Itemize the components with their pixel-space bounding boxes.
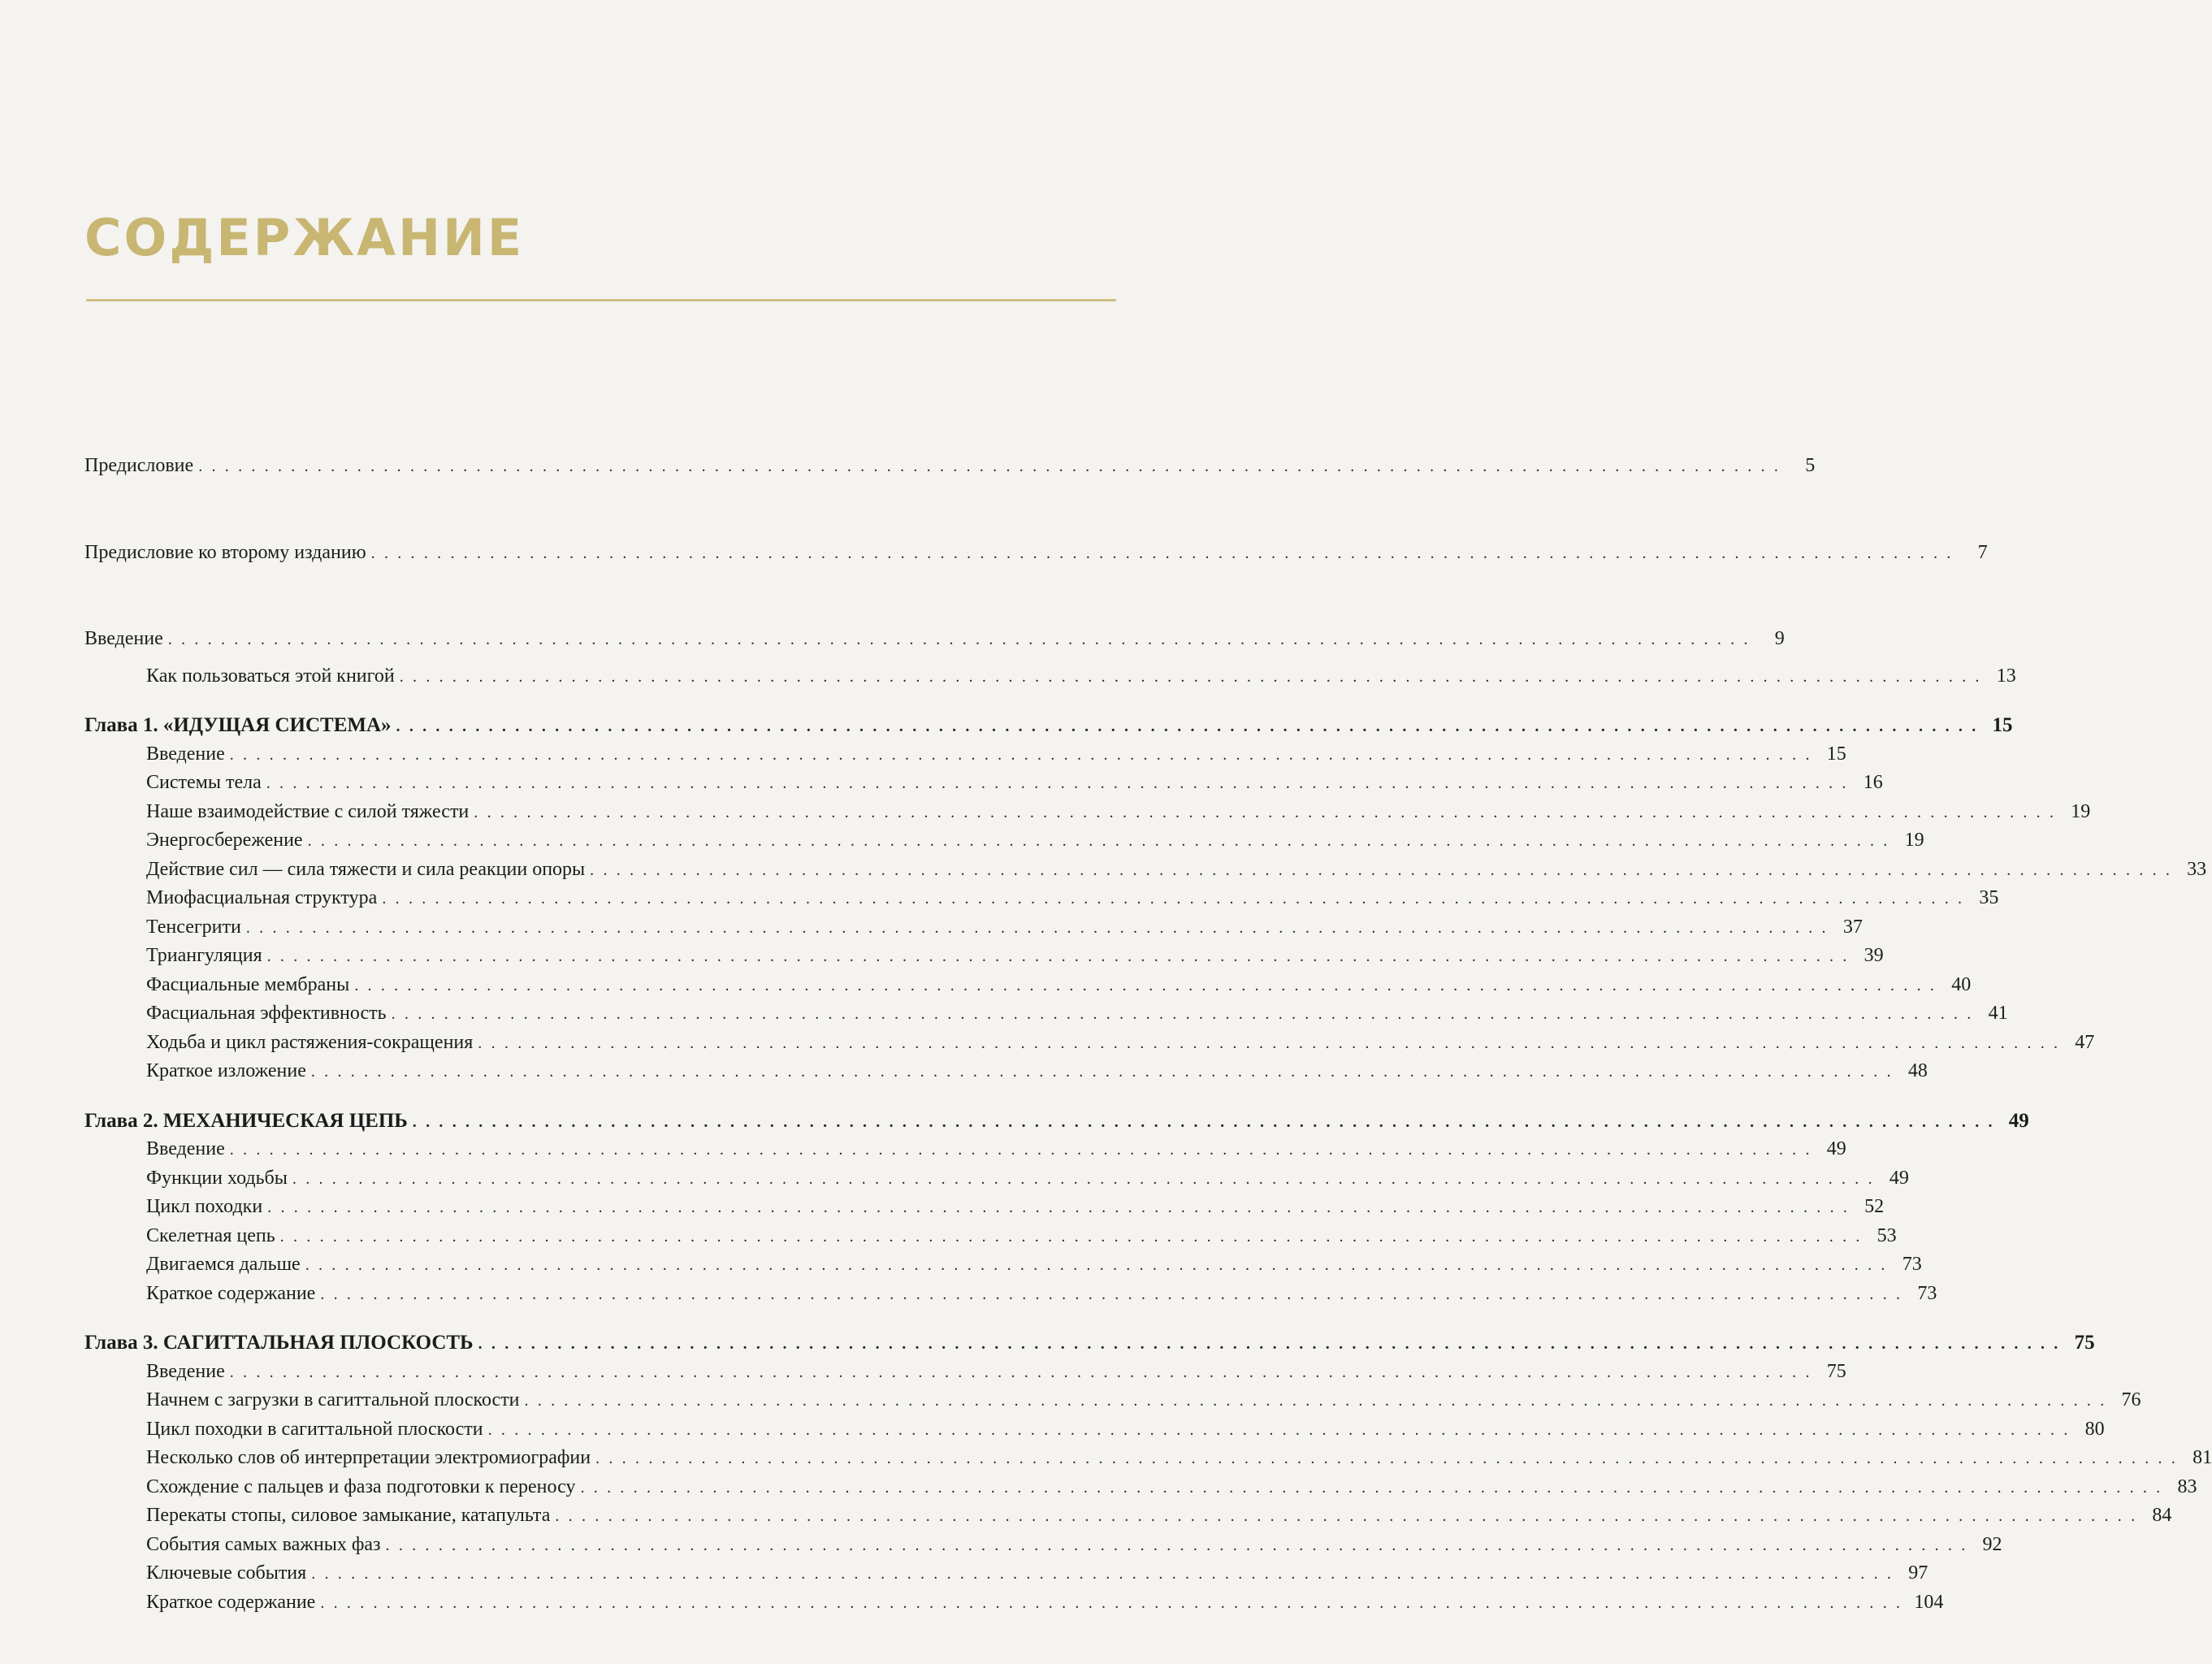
dot-leader: ........................................................................................................................	[487, 1420, 2077, 1439]
toc-entry[interactable]	[84, 1138, 1846, 1168]
toc-entry-label: Цикл походки	[146, 1196, 263, 1217]
toc-entry-label: Цикл походки в сагиттальной плоскости	[146, 1418, 483, 1440]
toc-entry-page: 81	[2193, 1447, 2212, 1468]
toc-entry-page: 15	[1826, 743, 1846, 765]
toc-entry-preface-second-edition[interactable]	[84, 541, 1988, 571]
toc-entry-page: 73	[1917, 1282, 1937, 1304]
toc-entry-label: Введение	[146, 743, 225, 765]
dot-leader: ........................................................................................................................	[292, 1169, 1881, 1188]
dot-leader: ........................................................................................................................	[391, 1005, 1980, 1023]
dot-leader: ........................................................................................................................	[320, 1593, 1910, 1612]
dot-leader: ........................................................................................................................	[167, 630, 1757, 648]
toc-entry[interactable]	[84, 1196, 1885, 1225]
toc-entry[interactable]	[84, 945, 1884, 974]
toc-entry-label: Системы тела	[146, 772, 262, 793]
toc-entry[interactable]	[84, 772, 1883, 801]
toc-entry-label: Краткое изложение	[146, 1060, 306, 1081]
toc-entry-page: 49	[1889, 1167, 1909, 1189]
page-title: СОДЕРЖАНИЕ	[84, 208, 525, 267]
toc-entry-page: 49	[2008, 1109, 2029, 1132]
dot-leader: ........................................................................................................................	[279, 1227, 1869, 1246]
dot-leader: ........................................................................................................................	[590, 860, 2180, 879]
toc-chapter-2[interactable]	[84, 1109, 2029, 1139]
dot-leader: ........................................................................................................................	[310, 1063, 1900, 1081]
toc-entry-label: Предисловие ко второму изданию	[84, 541, 366, 563]
toc-entry-label: Начнем с загрузки в сагиттальной плоскости	[146, 1389, 520, 1410]
toc-entry-introduction[interactable]	[84, 628, 1785, 657]
dot-leader: ........................................................................................................................	[229, 745, 1819, 764]
toc-entry[interactable]	[84, 887, 1999, 916]
dot-leader: ........................................................................................................................	[478, 1034, 2067, 1052]
dot-leader: ........................................................................................................................	[305, 1256, 1894, 1274]
toc-entry[interactable]	[84, 1591, 1944, 1621]
toc-entry-label: Миофасциальная структура	[146, 887, 378, 908]
dot-leader: ........................................................................................................................	[320, 1285, 1910, 1303]
toc-entry-label: Наше взаимодействие с силой тяжести	[146, 800, 470, 822]
toc-entry-page: 16	[1863, 772, 1883, 793]
dot-leader: ........................................................................................................................	[267, 1198, 1857, 1216]
toc-entry-page: 39	[1864, 945, 1884, 966]
toc-entry-label: Действие сил — сила тяжести и сила реакции опоры	[146, 858, 586, 880]
toc-entry[interactable]	[84, 1060, 1928, 1090]
toc-entry-page: 75	[2074, 1332, 2095, 1354]
dot-leader: ........................................................................................................................	[266, 774, 1855, 792]
toc-entry-page: 52	[1864, 1196, 1885, 1217]
toc-entry-label: Триангуляция	[146, 945, 262, 966]
toc-entry[interactable]	[84, 916, 1863, 946]
dot-leader: ........................................................................................................................	[595, 1450, 2185, 1467]
dot-leader: ........................................................................................................................	[229, 1141, 1819, 1159]
dot-leader: ........................................................................................................................	[524, 1392, 2114, 1410]
toc-entry[interactable]	[84, 800, 2091, 830]
toc-entry-label: Фасциальная эффективность	[146, 1003, 387, 1024]
toc-entry-page: 48	[1907, 1060, 1928, 1081]
dot-leader: ........................................................................................................................	[370, 544, 1960, 562]
toc-entry[interactable]	[84, 1003, 2008, 1032]
toc-entry-page: 97	[1908, 1562, 1928, 1584]
dot-leader: ........................................................................................................................	[245, 918, 1835, 937]
toc-entry-page: 84	[2152, 1505, 2172, 1526]
dot-leader: ........................................................................................................................	[354, 976, 1944, 994]
dot-leader: ........................................................................................................................	[382, 890, 1972, 908]
toc-chapter-1[interactable]	[84, 714, 2013, 743]
toc-entry-page: 49	[1826, 1138, 1846, 1159]
toc-entry-page: 83	[2177, 1476, 2197, 1497]
toc-entry[interactable]	[84, 1167, 1909, 1197]
toc-entry[interactable]	[84, 1282, 1937, 1312]
toc-entry-label: Ходьба и цикл растяжения-сокращения	[146, 1031, 474, 1053]
toc-entry[interactable]	[84, 1360, 1846, 1390]
title-divider	[86, 299, 1116, 301]
dot-leader: ........................................................................................................................	[385, 1536, 1975, 1554]
toc-entry-label: Введение	[146, 1138, 225, 1159]
toc-chapter-3[interactable]	[84, 1332, 2095, 1361]
toc-entry[interactable]	[84, 973, 1972, 1003]
toc-entry-page: 75	[1826, 1360, 1846, 1382]
toc-entry-label: Глава 2. МЕХАНИЧЕСКАЯ ЦЕПЬ	[84, 1109, 408, 1132]
toc-entry-page: 80	[2084, 1418, 2105, 1440]
toc-entry-label: Как пользоваться этой книгой	[146, 665, 395, 687]
dot-leader: ........................................................................................................................	[311, 1565, 1901, 1583]
toc-entry[interactable]	[84, 830, 1924, 859]
toc-entry-label: Краткое содержание	[146, 1282, 316, 1304]
toc-entry-label: Схождение с пальцев и фаза подготовки к переносу	[146, 1476, 576, 1497]
toc-entry-label: Двигаемся дальше	[146, 1254, 301, 1275]
dot-leader: ........................................................................................................................	[580, 1478, 2170, 1497]
toc-entry[interactable]	[84, 1389, 2141, 1419]
dot-leader: ........................................................................................................................	[474, 803, 2063, 821]
toc-entry[interactable]	[84, 1447, 2212, 1476]
toc-entry[interactable]	[84, 1505, 2172, 1534]
toc-entry-label: Глава 3. САГИТТАЛЬНАЯ ПЛОСКОСТЬ	[84, 1332, 474, 1354]
dot-leader: ........................................................................................................................	[229, 1363, 1819, 1381]
dot-leader: ........................................................................................................................	[307, 832, 1897, 850]
toc-entry-page: 40	[1951, 973, 1972, 995]
toc-entry-page: 7	[1977, 541, 1988, 563]
toc-entry-page: 53	[1877, 1224, 1897, 1246]
toc-entry-label: Функции ходьбы	[146, 1167, 288, 1189]
toc-entry[interactable]	[84, 1418, 2105, 1448]
toc-entry-how-to-use[interactable]	[84, 665, 2016, 695]
toc-entry-page: 41	[1988, 1003, 2008, 1024]
toc-entry-page: 19	[1904, 830, 1924, 851]
dot-leader: ........................................................................................................................	[555, 1507, 2145, 1525]
toc-entry-label: Тенсегрити	[146, 916, 241, 938]
dot-leader: ........................................................................................................................	[478, 1335, 2067, 1353]
toc-entry[interactable]	[84, 858, 2207, 888]
toc-entry-page: 73	[1902, 1254, 1922, 1275]
chapters-list	[84, 694, 2212, 1620]
toc-entry-preface[interactable]	[84, 455, 1816, 484]
dot-leader: ........................................................................................................................	[399, 667, 1989, 686]
toc-entry-page: 13	[1996, 665, 2016, 687]
dot-leader: ........................................................................................................................	[396, 717, 1985, 735]
dot-leader: ........................................................................................................................	[412, 1112, 2002, 1131]
toc-entry[interactable]	[84, 1562, 1928, 1592]
toc-entry-label: Перекаты стопы, силовое замыкание, катапульта	[146, 1505, 551, 1526]
toc-entry-label: Предисловие	[84, 455, 194, 476]
toc-entry-label: Глава 1. «ИДУЩАЯ СИСТЕМА»	[84, 714, 392, 736]
toc-entry-label: События самых важных фаз	[146, 1533, 381, 1555]
toc-entry-page: 9	[1774, 628, 1785, 649]
toc-entry-label: Введение	[146, 1360, 225, 1382]
toc-entry[interactable]	[84, 1476, 2197, 1506]
toc-entry-page: 92	[1982, 1533, 2002, 1555]
toc-entry-page: 35	[1979, 887, 1999, 908]
toc-entry-label: Энергосбережение	[146, 830, 303, 851]
dot-leader: ........................................................................................................................	[266, 947, 1856, 965]
toc-entry[interactable]	[84, 1533, 2002, 1563]
toc-entry-page: 47	[2075, 1031, 2095, 1053]
table-of-contents	[84, 455, 2212, 1620]
toc-entry-label: Фасциальные мембраны	[146, 973, 350, 995]
toc-entry[interactable]	[84, 1254, 1922, 1283]
toc-entry-page: 5	[1805, 455, 1816, 476]
toc-entry-page: 15	[1992, 714, 2013, 736]
dot-leader: ........................................................................................................................	[198, 457, 1788, 475]
toc-entry[interactable]	[84, 1224, 1897, 1254]
toc-entry-page: 33	[2187, 858, 2207, 880]
toc-entry-label: Краткое содержание	[146, 1591, 316, 1613]
toc-entry[interactable]	[84, 1031, 2095, 1061]
toc-entry-page: 104	[1914, 1591, 1944, 1613]
toc-entry-page: 19	[2071, 800, 2091, 822]
toc-entry-label: Введение	[84, 628, 163, 649]
toc-entry-page: 76	[2121, 1389, 2141, 1410]
toc-entry[interactable]	[84, 743, 1846, 773]
toc-entry-page: 37	[1842, 916, 1863, 938]
toc-entry-label: Ключевые события	[146, 1562, 307, 1584]
toc-entry-label: Скелетная цепь	[146, 1224, 275, 1246]
toc-entry-label: Несколько слов об интерпретации электромиографии	[146, 1447, 591, 1468]
